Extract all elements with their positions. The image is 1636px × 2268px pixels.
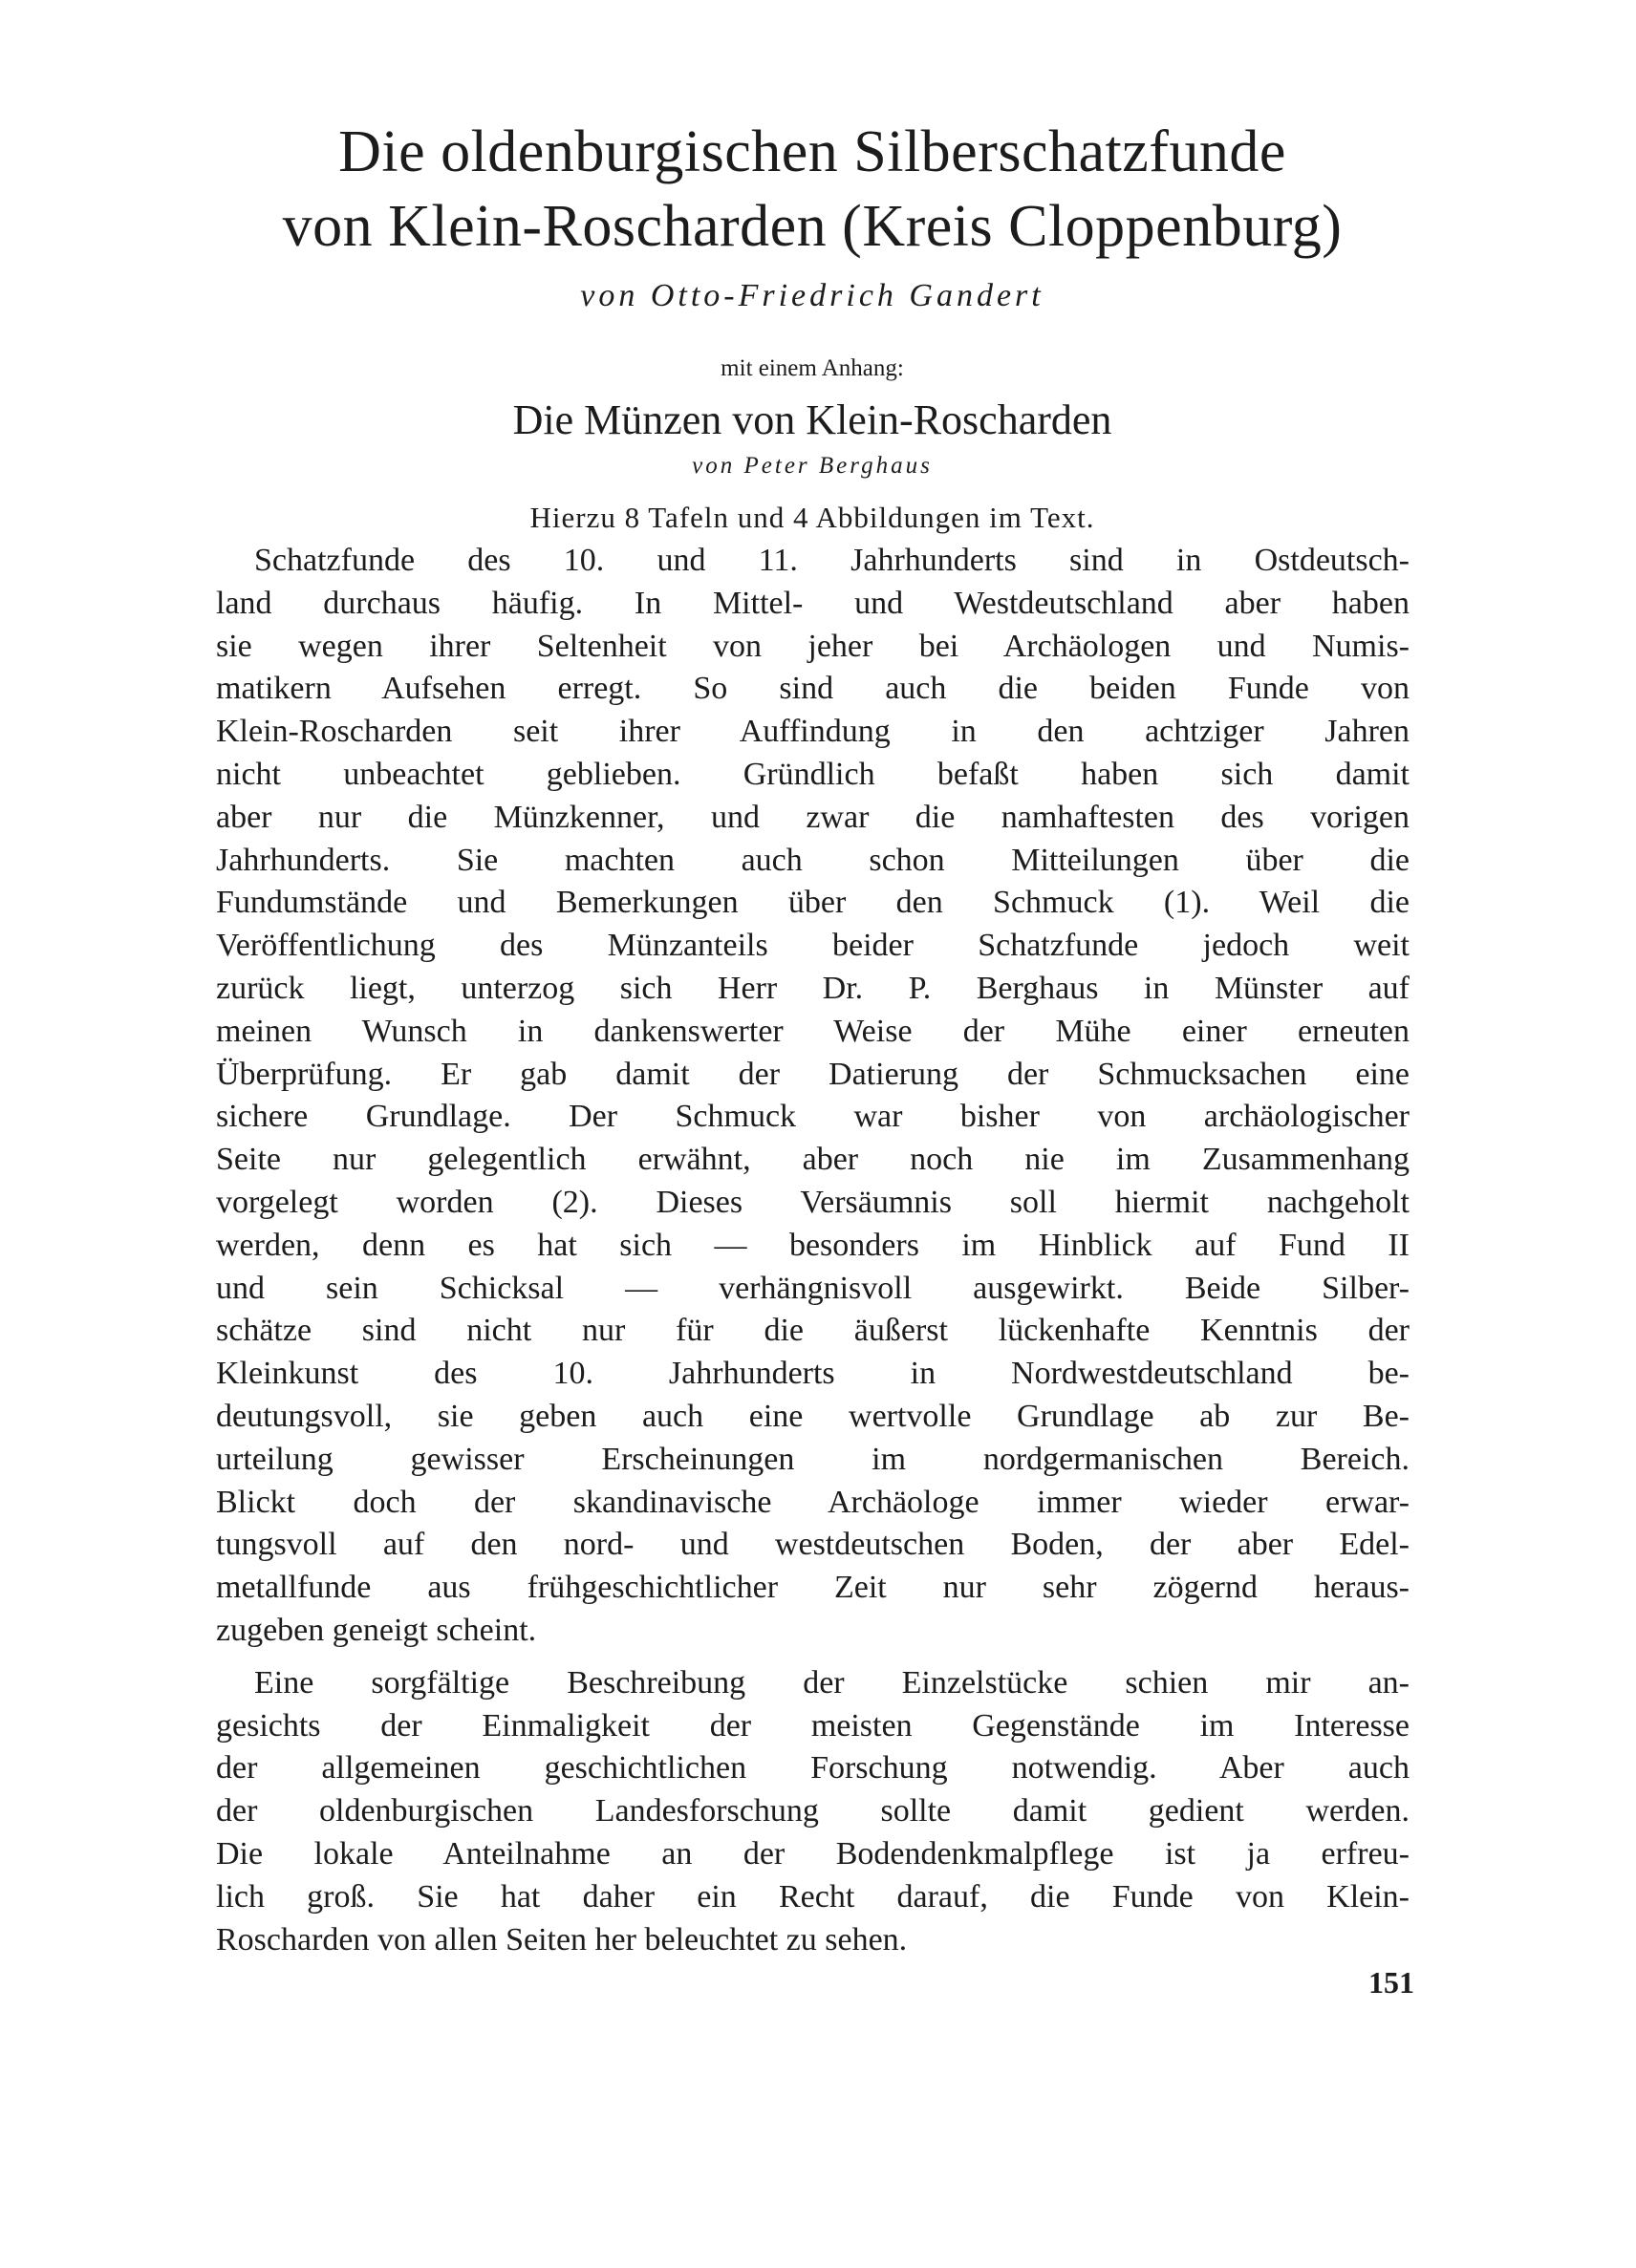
- text-line: meinen Wunsch in dankenswerter Weise der Mühe einer erneuten: [216, 1013, 1410, 1049]
- plates-note: Hierzu 8 Tafeln und 4 Abbildungen im Text.: [529, 501, 1095, 534]
- text-line: Schatzfunde des 10. und 11. Jahrhunderts sind in Ostdeutsch-: [254, 543, 1410, 578]
- text-line: Eine sorgfältige Beschreibung der Einzelstücke schien mir an-: [254, 1664, 1410, 1701]
- text-line: aber nur die Münzkenner, und zwar die namhaftesten des vorigen: [216, 799, 1410, 835]
- text-line: matikern Aufsehen erregt. So sind auch die beiden Funde von: [216, 671, 1410, 707]
- annex-author: von Peter Berghaus: [692, 453, 933, 479]
- article-header: [191, 115, 1433, 537]
- paragraph-1: [216, 540, 1410, 1653]
- paragraph-2: [216, 1662, 1410, 1962]
- text-line: nicht unbeachtet geblieben. Gründlich befaßt haben sich damit: [216, 756, 1410, 792]
- annex-title: Die Münzen von Klein-Roscharden: [512, 396, 1112, 443]
- text-line: Veröffentlichung des Münzanteils beider Schatzfunde jedoch weit: [216, 928, 1410, 964]
- text-line: urteilung gewisser Erscheinungen im nordgermanischen Bereich.: [216, 1441, 1410, 1477]
- text-line: metallfunde aus frühgeschichtlicher Zeit nur sehr zögernd heraus-: [216, 1570, 1410, 1606]
- text-line: tungsvoll auf den nord- und westdeutschen Boden, der aber Edel-: [216, 1527, 1410, 1563]
- text-line: Überprüfung. Er gab damit der Datierung der Schmucksachen eine: [216, 1056, 1410, 1092]
- text-line: sichere Grundlage. Der Schmuck war bisher von archäologischer: [216, 1099, 1410, 1135]
- author-byline: von Otto-Friedrich Gandert: [580, 278, 1044, 313]
- text-line: Die lokale Anteilnahme an der Bodendenkmalpflege ist ja erfreu-: [216, 1835, 1410, 1872]
- annex-intro: mit einem Anhang:: [721, 355, 904, 381]
- text-line: vorgelegt worden (2). Dieses Versäumnis soll hiermit nachgeholt: [216, 1184, 1410, 1220]
- paragraph-gap: [216, 1653, 1410, 1662]
- text-line: werden, denn es hat sich — besonders im Hinblick auf Fund II: [216, 1227, 1410, 1263]
- body-text: [216, 540, 1410, 1961]
- text-line: der allgemeinen geschichtlichen Forschung notwendig. Aber auch: [216, 1750, 1410, 1787]
- article-title-line-2: von Klein-Roscharden (Kreis Cloppenburg): [282, 194, 1343, 259]
- text-line: Jahrhunderts. Sie machten auch schon Mitteilungen über die: [216, 842, 1410, 878]
- article-title-line-1: Die oldenburgischen Silberschatzfunde: [338, 119, 1286, 184]
- page-number: 151: [1368, 1965, 1414, 2000]
- text-line: zurück liegt, unterzog sich Herr Dr. P. Berghaus in Münster auf: [216, 970, 1410, 1006]
- text-line: und sein Schicksal — verhängnisvoll ausgewirkt. Beide Silber-: [216, 1270, 1410, 1306]
- text-line: Blickt doch der skandinavische Archäologe immer wieder erwar-: [216, 1484, 1410, 1520]
- text-line: sie wegen ihrer Seltenheit von jeher bei Archäologen und Numis-: [216, 628, 1410, 664]
- text-line: Klein-Roscharden seit ihrer Auffindung in den achtziger Jahren: [216, 714, 1410, 750]
- text-line: land durchaus häufig. In Mittel- und Westdeutschland aber haben: [216, 585, 1410, 621]
- text-line: Seite nur gelegentlich erwähnt, aber noch nie im Zusammenhang: [216, 1142, 1410, 1178]
- text-line: deutungsvoll, sie geben auch eine wertvolle Grundlage ab zur Be-: [216, 1398, 1410, 1434]
- text-line: zugeben geneigt scheint.: [216, 1612, 537, 1648]
- text-line: lich groß. Sie hat daher ein Recht darauf, die Funde von Klein-: [216, 1878, 1410, 1915]
- text-line: Roscharden von allen Seiten her beleuchtet zu sehen.: [216, 1921, 908, 1958]
- text-line: gesichts der Einmaligkeit der meisten Gegenstände im Interesse: [216, 1707, 1410, 1744]
- text-line: Kleinkunst des 10. Jahrhunderts in Nordwestdeutschland be-: [216, 1356, 1410, 1392]
- text-line: Fundumstände und Bemerkungen über den Schmuck (1). Weil die: [216, 885, 1410, 921]
- text-line: schätze sind nicht nur für die äußerst lückenhafte Kenntnis der: [216, 1313, 1410, 1349]
- text-line: der oldenburgischen Landesforschung sollte damit gedient werden.: [216, 1793, 1410, 1829]
